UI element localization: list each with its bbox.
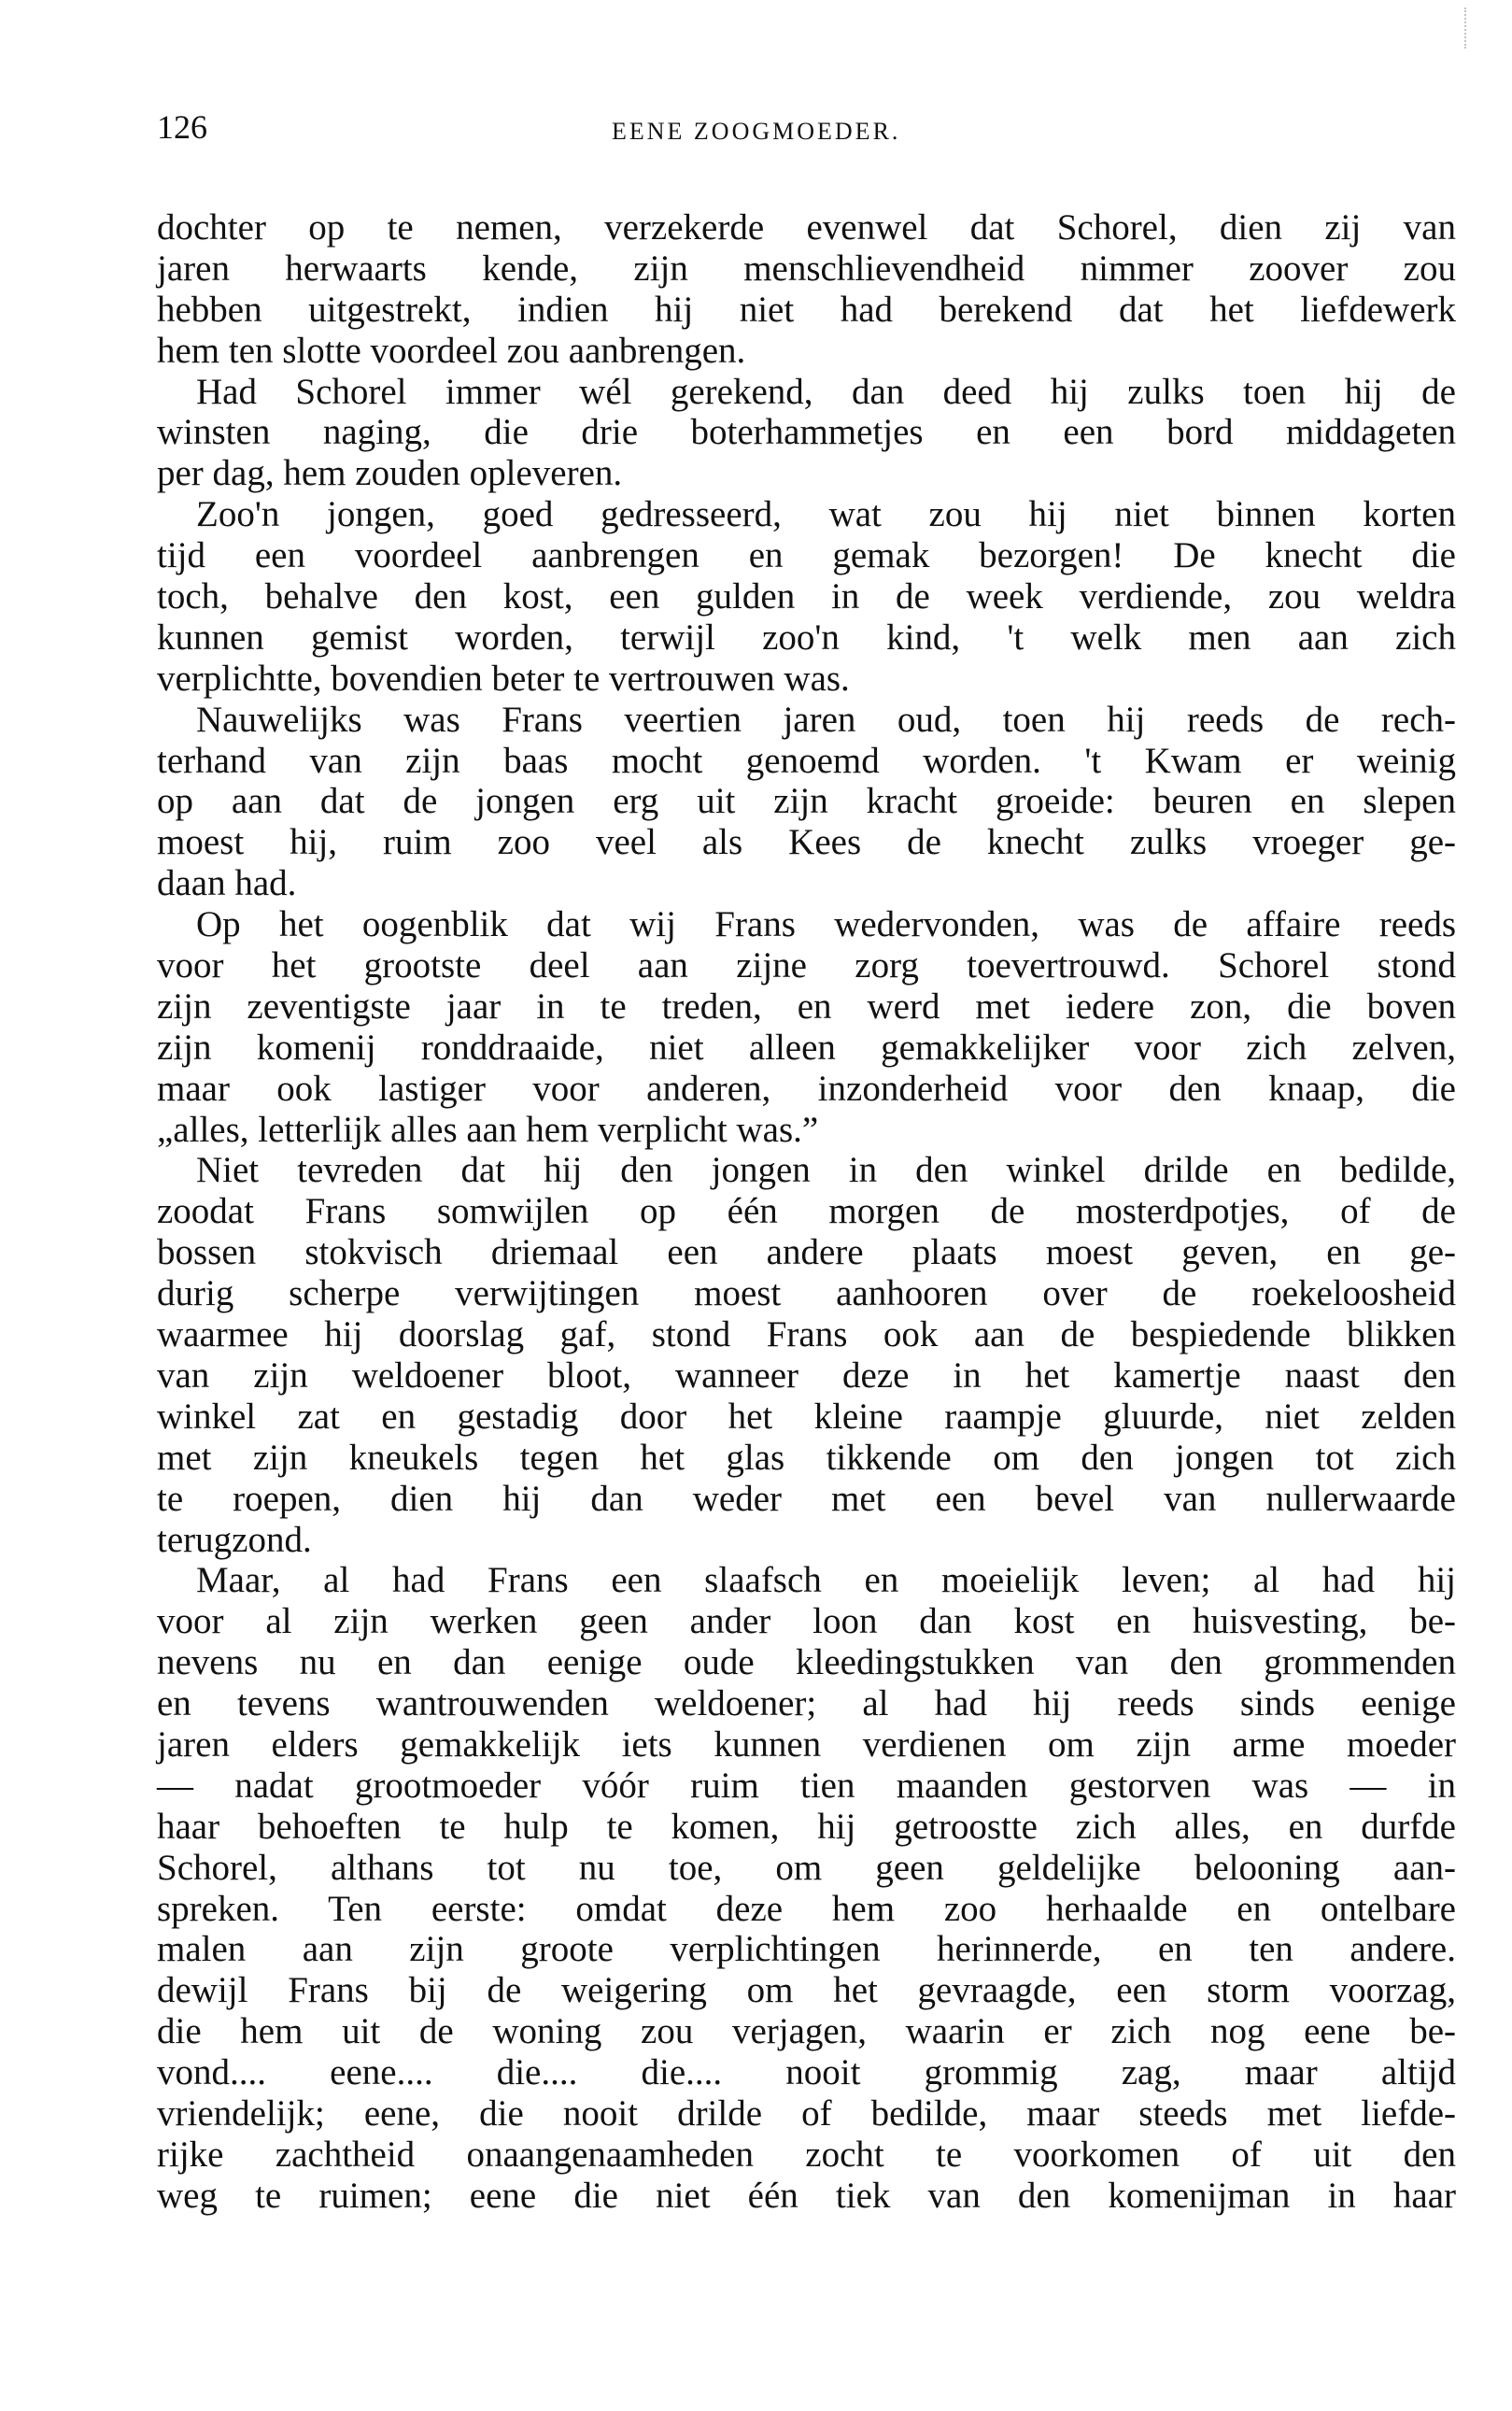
text-line: spreken. Ten eerste: omdat deze hem zoo herhaalde en ontelbare	[157, 1888, 1456, 1929]
text-line: terhand van zijn baas mocht genoemd worden. 't Kwam er weinig	[157, 740, 1456, 781]
text-line: Maar, al had Frans een slaafsch en moeielijk leven; al had hij	[196, 1560, 1456, 1601]
text-line: voor al zijn werken geen ander loon dan kost en huisvesting, be-	[157, 1601, 1456, 1642]
text-line: Nauwelijks was Frans veertien jaren oud, toen hij reeds de rech-	[196, 699, 1456, 740]
text-line: Had Schorel immer wél gerekend, dan deed hij zulks toen hij de	[196, 371, 1456, 412]
text-line: zoodat Frans somwijlen op één morgen de mosterdpotjes, of de	[157, 1191, 1456, 1232]
text-line: tijd een voordeel aanbrengen en gemak bezorgen! De knecht die	[157, 535, 1456, 576]
text-line: Op het oogenblik dat wij Frans wedervonden, was de affaire reeds	[196, 904, 1456, 945]
body-text	[157, 207, 1456, 2217]
text-line: jaren herwaarts kende, zijn menschlievendheid nimmer zoover zou	[157, 248, 1456, 289]
text-line: dewijl Frans bij de weigering om het gevraagde, een storm voorzag,	[157, 1970, 1456, 2011]
text-line: hebben uitgestrekt, indien hij niet had berekend dat het liefdewerk	[157, 289, 1456, 330]
text-line: kunnen gemist worden, terwijl zoo'n kind, 't welk men aan zich	[157, 617, 1456, 658]
text-line: vond.... eene.... die.... die.... nooit grommig zag, maar altijd	[157, 2052, 1456, 2093]
text-line: — nadat grootmoeder vóór ruim tien maanden gestorven was — in	[157, 1765, 1456, 1806]
text-line: voor het grootste deel aan zijne zorg toevertrouwd. Schorel stond	[157, 945, 1456, 986]
running-head: EENE ZOOGMOEDER.	[612, 118, 901, 145]
text-line: weg te ruimen; eene die niet één tiek van den komenijman in haar	[157, 2175, 1456, 2216]
text-line: bossen stokvisch driemaal een andere plaats moest geven, en ge-	[157, 1232, 1456, 1273]
text-line: winsten naging, die drie boterhammetjes en een bord middageten	[157, 412, 1456, 453]
page-number: 126	[157, 108, 207, 146]
text-line: durig scherpe verwijtingen moest aanhooren over de roekeloosheid	[157, 1273, 1456, 1314]
text-line: Niet tevreden dat hij den jongen in den winkel drilde en bedilde,	[196, 1150, 1456, 1191]
text-line: op aan dat de jongen erg uit zijn kracht groeide: beuren en slepen	[157, 781, 1456, 822]
text-line: met zijn kneukels tegen het glas tikkende om den jongen tot zich	[157, 1437, 1456, 1478]
text-line: toch, behalve den kost, een gulden in de week verdiende, zou weldra	[157, 576, 1456, 617]
text-line: zijn komenij ronddraaide, niet alleen gemakkelijker voor zich zelven,	[157, 1027, 1456, 1068]
text-line: Schorel, althans tot nu toe, om geen geldelijke belooning aan-	[157, 1847, 1456, 1888]
text-line: nevens nu en dan eenige oude kleedingstukken van den grommenden	[157, 1642, 1456, 1683]
text-line: haar behoeften te hulp te komen, hij getroostte zich alles, en durfde	[157, 1806, 1456, 1847]
text-line: rijke zachtheid onaangenaamheden zocht te voorkomen of uit den	[157, 2134, 1456, 2175]
text-line: te roepen, dien hij dan weder met een bevel van nullerwaarde	[157, 1478, 1456, 1519]
text-line: daan had.	[157, 863, 297, 904]
text-line: verplichtte, bovendien beter te vertrouwen was.	[157, 658, 850, 699]
text-line: die hem uit de woning zou verjagen, waarin er zich nog eene be-	[157, 2011, 1456, 2052]
text-line: per dag, hem zouden opleveren.	[157, 453, 623, 494]
text-line: van zijn weldoener bloot, wanneer deze in het kamertje naast den	[157, 1354, 1456, 1396]
text-line: terugzond.	[157, 1519, 312, 1560]
text-line: zijn zeventigste jaar in te treden, en werd met iedere zon, die boven	[157, 986, 1456, 1027]
text-line: waarmee hij doorslag gaf, stond Frans ook aan de bespiedende blikken	[157, 1314, 1456, 1355]
text-line: vriendelijk; eene, die nooit drilde of bedilde, maar steeds met liefde-	[157, 2092, 1456, 2134]
text-line: malen aan zijn groote verplichtingen herinnerde, en ten andere.	[157, 1929, 1456, 1970]
text-line: en tevens wantrouwenden weldoener; al had hij reeds sinds eenige	[157, 1683, 1456, 1724]
text-line: maar ook lastiger voor anderen, inzonderheid voor den knaap, die	[157, 1068, 1456, 1109]
text-line: hem ten slotte voordeel zou aanbrengen.	[157, 330, 746, 371]
text-line: „alles, letterlijk alles aan hem verplicht was.”	[157, 1109, 819, 1150]
text-line: moest hij, ruim zoo veel als Kees de knecht zulks vroeger ge-	[157, 822, 1456, 863]
scan-artifact	[1464, 7, 1479, 49]
text-line: dochter op te nemen, verzekerde evenwel dat Schorel, dien zij van	[157, 207, 1456, 248]
text-line: jaren elders gemakkelijk iets kunnen verdienen om zijn arme moeder	[157, 1723, 1456, 1765]
text-line: Zoo'n jongen, goed gedresseerd, wat zou hij niet binnen korten	[196, 494, 1456, 535]
text-line: winkel zat en gestadig door het kleine raampje gluurde, niet zelden	[157, 1396, 1456, 1437]
